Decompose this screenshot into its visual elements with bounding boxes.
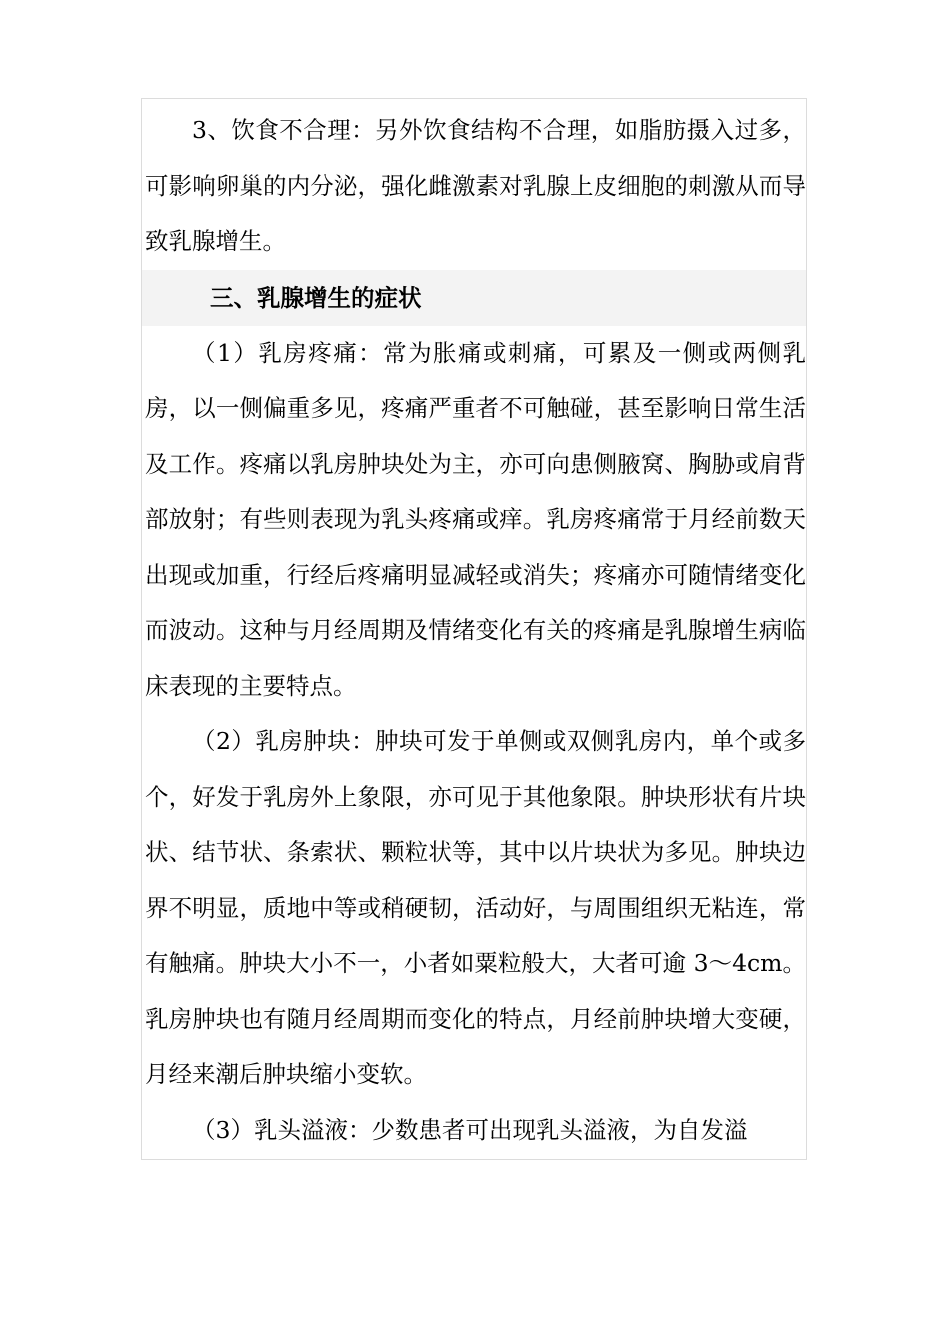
- section-heading: 三、乳腺增生的症状: [142, 270, 806, 326]
- paragraph-diet: 3、饮食不合理：另外饮食结构不合理，如脂肪摄入过多，可影响卵巢的内分泌，强化雌激素对乳腺上皮细胞的刺激从而导致乳腺增生。: [145, 116, 806, 255]
- paragraph-nipple-discharge: （3）乳头溢液：少数患者可出现乳头溢液，为自发溢: [192, 1115, 748, 1144]
- paragraph-breast-lump: （2）乳房肿块：肿块可发于单侧或双侧乳房内，单个或多个，好发于乳房外上象限，亦可见于其他象限。肿块形状有片块状、结节状、条索状、颗粒状等，其中以片块状为多见。肿块边界不明显，质地中等或稍硬韧，活动好，与周围组织无粘连，常有触痛。肿块大小不一，小者如粟粒般大，大者可逾 3～4cm。乳房肿块也有随月经周期而变化的特点，月经前肿块增大变硬，月经来潮后肿块缩小变软。: [145, 727, 806, 1088]
- document-page: [141, 98, 807, 1160]
- paragraph-breast-pain: （1）乳房疼痛：常为胀痛或刺痛，可累及一侧或两侧乳房，以一侧偏重多见，疼痛严重者不可触碰，甚至影响日常生活及工作。疼痛以乳房肿块处为主，亦可向患侧腋窝、胸胁或肩背部放射；有些则表现为乳头疼痛或痒。乳房疼痛常于月经前数天出现或加重，行经后疼痛明显减轻或消失；疼痛亦可随情绪变化而波动。这种与月经周期及情绪变化有关的疼痛是乳腺增生病临床表现的主要特点。: [145, 338, 806, 700]
